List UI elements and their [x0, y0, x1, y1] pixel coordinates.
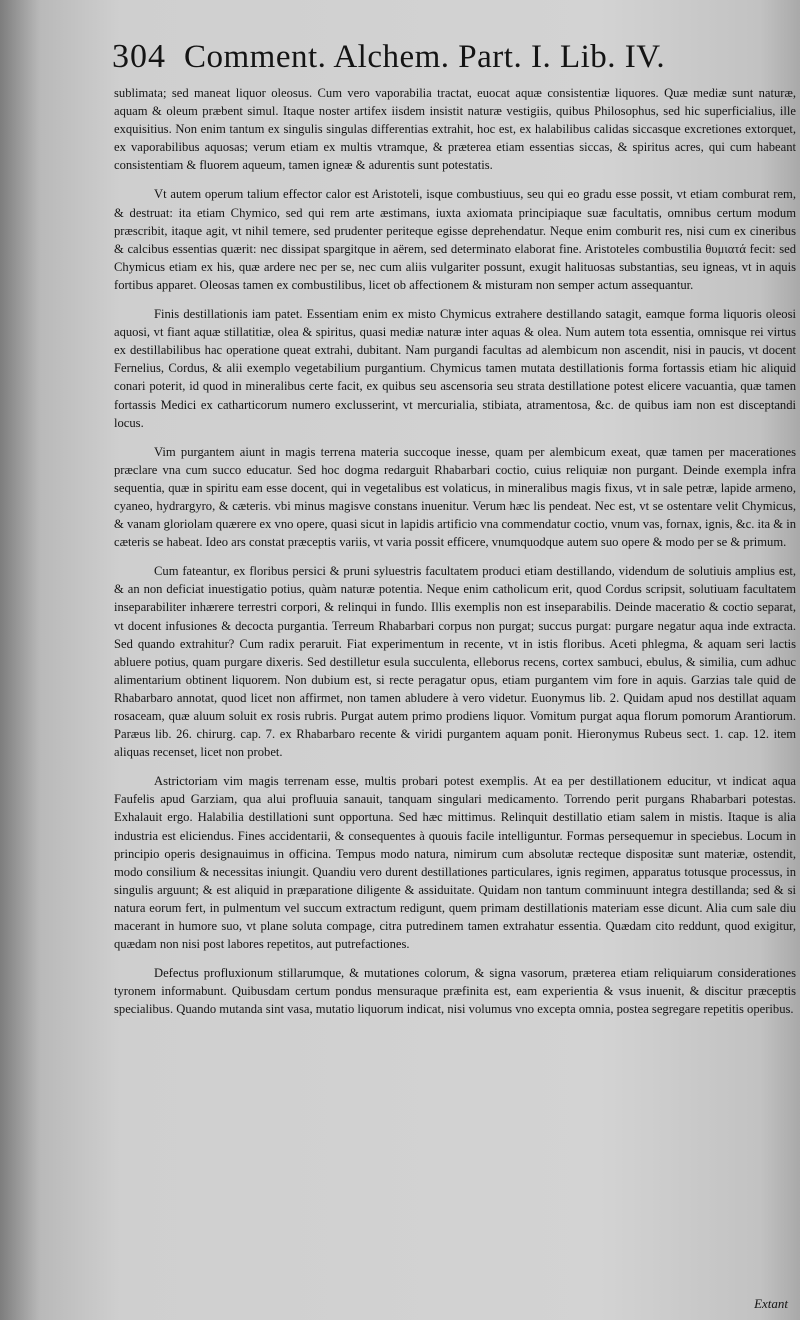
paragraph-3: Finis destillationis iam patet. Essentiam enim ex misto Chymicus extrahere destillando satagit, eamque forma liquoris oleosi aquosi, vt fiant aquæ stillatitiæ, olea & spiritus, quasi mediæ naturæ inter aquas & olea. Num autem tota essentia, omnisque rei virtus ex destillabilibus hac operatione queat extrahi, dubitant. Nam purgandi facultas ad alembicum non ascendit, nisi in paucis, vt docent Fernelius, Cordus, & alii exemplo vegetabilium purgantium. Chymicus tamen mutata destillationis forma fortassis etiam hic aliquid conari poterit, id quod in mineralibus certe facit, ex quibus seu ascensoria seu strata destillatione potest elicere vacuantia, quæ tamen fortassis Medici ex catharticorum numero exclusserint, vt mercurialia, stibiata, atramentosa, &c. de quibus iam non est disceptandi locus. [114, 307, 796, 430]
running-title: Comment. Alchem. Part. I. Lib. IV. [184, 39, 666, 75]
page-number: 304 [112, 38, 166, 75]
paragraph-4: Vim purgantem aiunt in magis terrena materia succoque inesse, quam per alembicum exeat, quæ tamen per macerationes præclare vna cum succo educatur. Sed hoc dogma redarguit Rhabarbari coctio, cuius reliquiæ non purgant. Deinde exempla infra sequentia, quæ in spiritu eam esse docent, qui in vegetalibus est volaticus, in mineralibus magis fixus, vt in sale petræ, lapide armeno, cyaneo, hydrargyro, & cæteris. vbi minus magisve constans inuenitur. Verum hæc lis pendeat. Nec est, vt se ostentare velit Chymicus, & vanam gloriolam quærere ex vno opere, quasi sicut in lapidis artificio vna commendatur coctio, vnum vas, fornax, ignis, &c. ita & in cæteris se habeat. Ideo ars constat præceptis variis, vt varia possit efficere, vnumquodque autem suo opere & modo per se & primum. [114, 444, 796, 550]
paragraph-7: Defectus profluxionum stillarumque, & mutationes colorum, & signa vasorum, præterea etiam reliquiarum considerationes tyronem informabunt. Quibusdam certum pondus mensuraque præfinita est, eam experientia & vsus inuenit, & discitur præceptis specialibus. Quando mutanda sint vasa, mutatio liquorum indicat, nisi volumus vno excepta omnia, postea segregare repetitis operibus. [114, 966, 796, 1017]
page-header [112, 38, 792, 84]
paragraph-1: sublimata; sed maneat liquor oleosus. Cum vero vaporabilia tractat, euocat aquæ consistentiæ liquores. Quæ mediæ sunt naturæ, aquam & oleum præbent simul. Itaque noster artifex iisdem insistit naturæ vestigiis, quibus Philosophus, sed hic superficialius, ille exquisitius. Non enim tantum ex singulis singulas differentias extrahit, hoc est, ex halabilibus calidas siccasque excretiones extorquet, ex vaporabilibus aquosas; verum etiam ex multis vtramque, & præterea etiam essentias siccas, & spiritus acres, qui cum habeant consistentiam & fluorem aqueum, tamen igneæ & adurentis sunt potestatis. [114, 86, 796, 173]
catchword: Extant [754, 1296, 788, 1311]
paragraph-5: Cum fateantur, ex floribus persici & pruni syluestris facultatem produci etiam destillando, videndum de solutiuis amplius est, & an non deficiat inuestigatio potius, quàm naturæ potentia. Neque enim catholicum erit, quod Cordus scripsit, solutiuam facultatem inseparabiliter inhærere terrestri corpori, & relinqui in fundo. Illis exemplis non est inseparabilis. Deinde maceratio & coctio separat, vt docent infusiones & decocta purgantia. Terreum Rhabarbari corpus non purgat; succus purgat: purgare negatur aqua inde extracta. Sed quando extrahitur? Cum radix peraruit. Fiat experimentum in recente, vt in istis floribus. Aceti phlegma, & aquam seri lactis abluere potius, quam purgare dixeris. Sed destilletur esula succulenta, elleborus recens, cortex sambuci, ebulus, & similia, cum adhuc alimentarium obtinent liquorem. Non dubium est, si recte peragatur opus, etiam purgantem vim fore in aquis. Garzias tale quid de Rhabarbaro annotat, quod licet non affirmet, non tamen abludere à vero videtur. Euonymus lib. 2. Quidam apud nos destillat aquam rosaceam, quæ aluum soluit ex rosis rubris. Purgat autem primo prodiens liquor. Vomitum purgat aqua florum pomorum Arantiorum. Paræus lib. 26. chirurg. cap. 7. ex Rhabarbaro recente & viridi purgantem aquam ponit. Hieronymus Rubeus sect. 1. cap. 12. item aliquas recenset, licet non probet. [114, 564, 796, 760]
body-text [114, 84, 796, 1019]
paragraph-2: Vt autem operum talium effector calor est Aristoteli, isque combustiuus, seu qui eo gradu esse possit, vt etiam comburat rem, & destruat: ita etiam Chymico, sed qui rem arte æstimans, iuxta axiomata principiaque suæ facultatis, omnibus certum modum præscribit, itaque agit, vt nihil temere, sed prudenter periteque egisse deprehendatur. Neque enim comburit res, nisi cum ex cineribus & calcibus essentias quærit: nec dissipat spargitque in aërem, sed determinato elaborat fine. Aristoteles combustilia θυμιατά fecit: sed Chymicus etiam ex his, quæ ardere nec per se, nec cum aliis vulgariter possunt, exugit halituosas substantias, seu igneas, vt in aquis fortibus apparet. Oleosas tamen ex combustilibus, licet ob affectionem & misturam non semper actum assequantur. [114, 187, 796, 292]
paragraph-6: Astrictoriam vim magis terrenam esse, multis probari potest exemplis. At ea per destillationem educitur, vt indicat aqua Faufelis apud Garziam, qua alui profluuia sanauit, tanquam singulari medicamento. Torrendo perit purgans Rhabarbari potestas. Exhalauit ergo. Halabilia destillationi sunt opportuna. Sed hæc mittimus. Relinquit destillatio etiam salem in mistis. Itaque is alia industria est eliciendus. Fines accidentarii, & consequentes à quouis facile intelliguntur. Formas persequemur in speciebus. Locum in principio operis designauimus in officina. Tempus modo natura, nimirum cum absolutæ recteque dispositæ sunt materiæ, ostendit, modo consilium & necessitas iniungit. Quandiu vero durent destillationes particulares, ignis regimen, apparatus totusque processus, in singulis arguunt; & est aliquid in præparatione diligente & assiduitate. Quidam non tantum comminuunt integra destillanda; sed & si natura eorum fert, in pulmentum vel succum extractum redigunt, quem primam destillationis materiam esse dicunt. Alia cum sale diu macerant in humore suo, vt plane soluta compage, citra putredinem tamen extrahatur essentia. Quædam cito reddunt, quod exigitur, quædam non nisi post labores repetitos, aut putrefactiones. [114, 774, 796, 952]
